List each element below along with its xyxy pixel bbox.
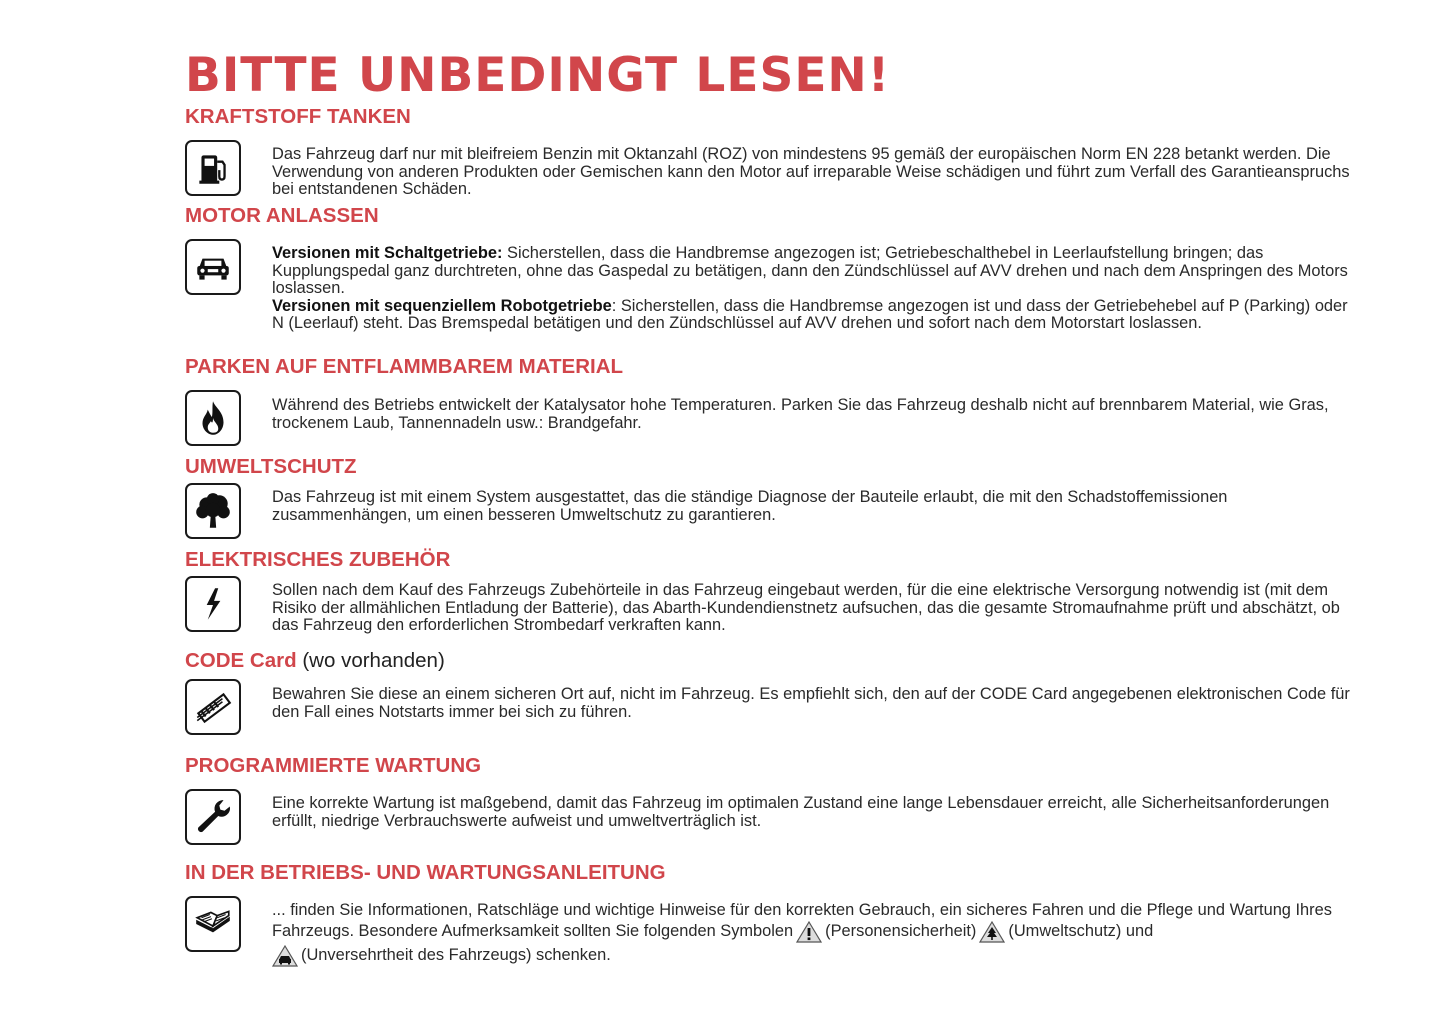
section-text-maintenance: Eine korrekte Wartung ist maßgebend, damit das Fahrzeug im optimalen Zustand eine lange Lebensdauer erreicht, alle Sicherheitsanforderungen erfüllt, niedrige Verbrauchswerte aufweist und umweltverträglich ist. (272, 794, 1330, 830)
section-text-fuel: Das Fahrzeug darf nur mit bleifreiem Benzin mit Oktanzahl (ROZ) von mindestens 95 gemäß der europäischen Norm EN 228 betankt werden. Die Verwendung von anderen Produkten oder Gemischen kann den Motor auf irreparable Weise schädigen und führt zum Verfall des Garantieanspruchs bei entstandenen Schäden. (272, 145, 1350, 199)
lightning-icon (185, 576, 241, 632)
section-heading-start: MOTOR ANLASSEN (185, 204, 379, 227)
tree-icon (185, 483, 241, 539)
tree-triangle-icon (979, 920, 1005, 944)
section-text-parking: Während des Betriebs entwickelt der Katalysator hohe Temperaturen. Parken Sie das Fahrzeug deshalb nicht auf brennbarem Material, wie Gras, trockenem Laub, Tannennadeln usw.: Brandgefahr. (272, 396, 1329, 432)
manual-text-person: (Personensicherheit) (825, 921, 977, 940)
page-title: BITTE UNBEDINGT LESEN! (185, 48, 891, 103)
section-text-start (272, 245, 1352, 333)
section-heading-parking: PARKEN AUF ENTFLAMMBAREM MATERIAL (185, 355, 624, 378)
section-text-environment: Das Fahrzeug ist mit einem System ausgestattet, das die ständige Diagnose der Bauteile erlaubt, die mit den Schadstoffemissionen zusammenhängen, um einen besseren Umweltschutz zu garantieren. (272, 488, 1228, 524)
section-heading-electric: ELEKTRISCHES ZUBEHÖR (185, 548, 451, 571)
section-text-manual (272, 902, 1352, 968)
section-heading-code (185, 651, 445, 672)
code-card-heading-suffix: (wo vorhanden) (296, 649, 445, 672)
section-heading-maintenance: PROGRAMMIERTE WARTUNG (185, 754, 482, 777)
fuel-pump-icon (185, 140, 241, 196)
robot-gearbox-label: Versionen mit sequenziellem Robotgetriebe (272, 296, 612, 315)
section-text-code: Bewahren Sie diese an einem sicheren Ort auf, nicht im Fahrzeug. Es empfiehlt sich, den auf der CODE Card angegebenen elektronischen Code für den Fall eines Notstarts immer bei sich zu führen. (272, 685, 1350, 721)
robot-gearbox-text: : Sicherstellen, dass die Handbremse angezogen ist und dass der Getriebehebel auf P (Parking) oder N (Leerlauf) steht. Das Bremspedal betätigen und den Zündschlüssel auf AVV drehen und sofort nach dem Motorstart loslassen. (272, 296, 1348, 333)
car-front-icon (185, 239, 241, 295)
section-text-electric: Sollen nach dem Kauf des Fahrzeugs Zubehörteile in das Fahrzeug eingebaut werden, für die eine elektrische Versorgung notwendig ist (mit dem Risiko der allmählichen Entladung der Batterie), das Abarth-Kundendienstnetz aufsuchen, das die gesamte Stromaufnahme prüft und abschätzt, ob das Fahrzeug den erforderlichen Strombedarf verkraften kann. (272, 581, 1340, 635)
open-book-icon (185, 896, 241, 952)
warning-triangle-icon (796, 920, 822, 944)
section-heading-manual: IN DER BETRIEBS- UND WARTUNGSANLEITUNG (185, 861, 666, 884)
manual-text-environment: (Umweltschutz) und (1008, 921, 1154, 940)
manual-gearbox-text: Sicherstellen, dass die Handbremse angezogen ist; Getriebeschalthebel in Leerlaufstellung bringen; das Kupplungspedal ganz durchtreten, ohne das Gaspedal zu betätigen, dann den Zündschlüssel auf AVV drehen und nach dem Anspringen des Motors loslassen. (272, 244, 1348, 298)
manual-gearbox-label: Versionen mit Schaltgetriebe: (272, 244, 503, 262)
car-triangle-icon (272, 944, 298, 968)
manual-text-intro: ... finden Sie Informationen, Ratschläge und wichtige Hinweise für den korrekten Gebrauch, ein sicheres Fahren und die Pflege und Wartung Ihres Fahrzeugs. Besondere Aufmerksamkeit sollten Sie folgenden Symbolen (272, 901, 1332, 940)
flame-icon (185, 390, 241, 446)
code-card-heading: CODE Card (185, 649, 297, 672)
manual-text-vehicle: (Unversehrtheit des Fahrzeugs) schenken. (301, 945, 611, 964)
code-card-icon (185, 679, 241, 735)
section-heading-environment: UMWELTSCHUTZ (185, 455, 357, 478)
section-heading-fuel: KRAFTSTOFF TANKEN (185, 105, 411, 128)
wrench-icon (185, 789, 241, 845)
